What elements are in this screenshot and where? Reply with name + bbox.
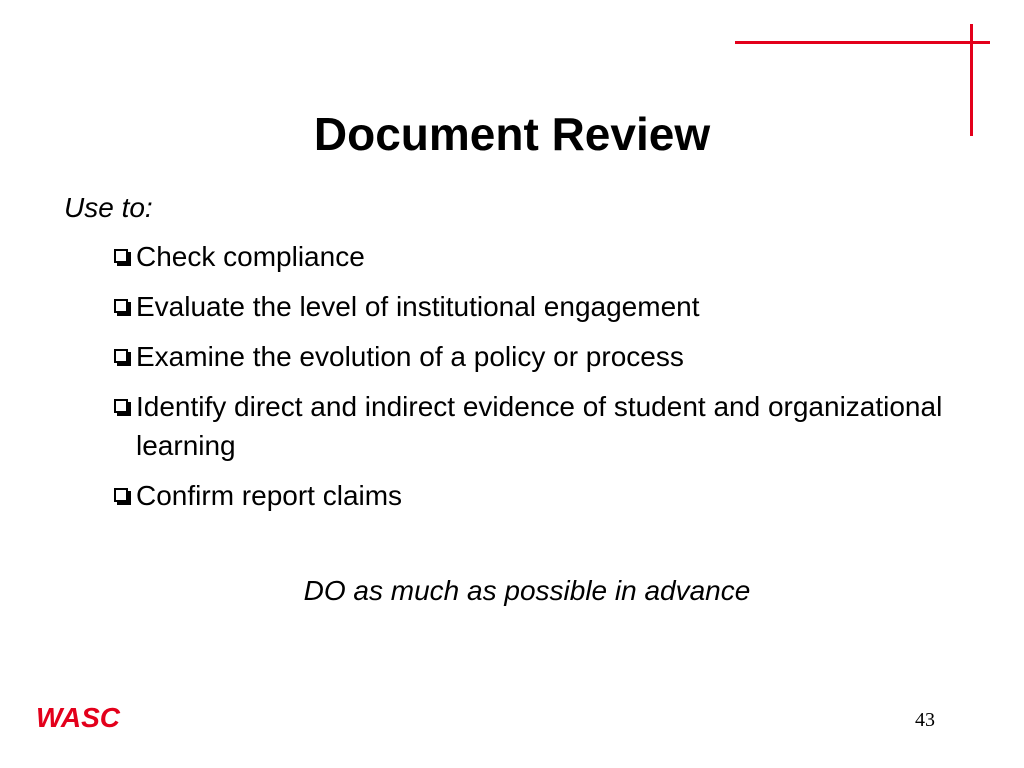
bullet-item [114,387,944,465]
page-number: 43 [915,709,935,731]
bullet-list [114,237,944,526]
bullet-text: Confirm report claims [136,480,403,511]
emphasis-note: DO as much as possible in advance [303,575,751,606]
bullet-text: Examine the evolution of a policy or process [136,341,684,372]
slide-title: Document Review [313,108,711,160]
bullet-text: Evaluate the level of institutional engagement [136,291,700,322]
bullet-item [114,476,944,515]
bullet-item [114,237,944,276]
bullet-text: Identify direct and indirect evidence of student and organizational learning [136,391,943,461]
wasc-logo-text: WASC [36,702,121,732]
wasc-logo [34,702,122,732]
bullet-text: Check compliance [136,241,365,272]
bullet-item [114,337,944,376]
intro-label: Use to: [64,192,153,223]
checkbox-square-icon [114,349,128,363]
bullet-item [114,287,944,326]
checkbox-square-icon [114,249,128,263]
corner-accent-horizontal [735,41,990,44]
checkbox-square-icon [114,299,128,313]
checkbox-square-icon [114,399,128,413]
checkbox-square-icon [114,488,128,502]
